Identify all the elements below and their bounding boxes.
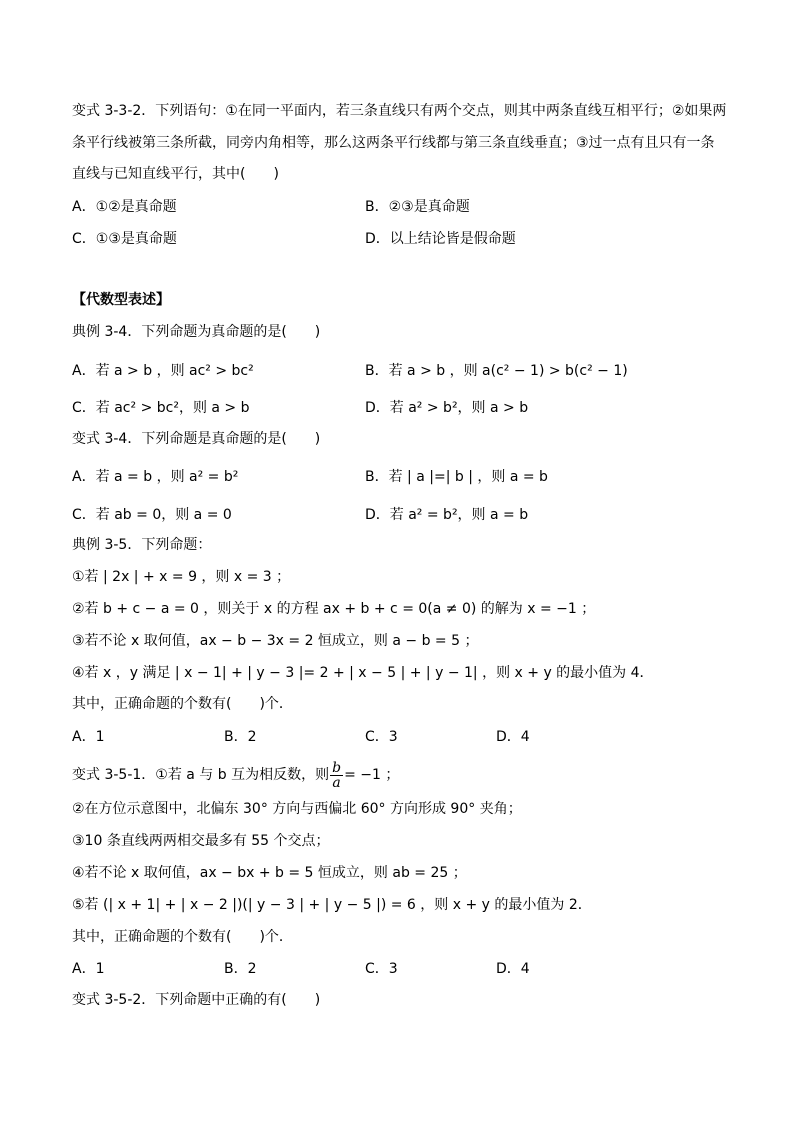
option-b: B．②③是真命题 bbox=[365, 199, 470, 215]
option-c: C．①③是真命题 bbox=[72, 231, 177, 247]
question-v332-line1: 变式 3-3-2．下列语句：①在同一平面内，若三条直线只有两个交点，则其中两条直线互相平行；②如果两 bbox=[72, 103, 727, 119]
statement-4: ④若 x ，y 满足 | x − 1| + | y − 3 |= 2 + | x − 5 | + | y − 1| ，则 x + y 的最小值为 4． bbox=[72, 665, 654, 681]
question-v352-stem: 变式 3-5-2．下列命题中正确的有( ) bbox=[72, 992, 321, 1008]
option-a: A．①②是真命题 bbox=[72, 199, 177, 215]
statement-1-tail: = −1 ； bbox=[344, 767, 400, 783]
question-q34-stem: 典例 3-4．下列命题为真命题的是( ) bbox=[72, 324, 321, 340]
statement-2: ②在方位示意图中，北偏东 30° 方向与西偏北 60° 方向形成 90° 夹角； bbox=[72, 801, 522, 817]
option-c: C．若 ac² > bc²，则 a > b bbox=[72, 400, 250, 416]
option-b: B．2 bbox=[224, 729, 257, 745]
option-c: C．3 bbox=[365, 961, 398, 977]
question-q35-stem: 典例 3-5．下列命题： bbox=[72, 537, 212, 553]
option-a: A．1 bbox=[72, 729, 105, 745]
option-a: A．若 a = b ，则 a² = b² bbox=[72, 469, 239, 485]
question-v351-count: 其中，正确命题的个数有( )个． bbox=[72, 929, 293, 945]
statement-3: ③10 条直线两两相交最多有 55 个交点； bbox=[72, 833, 330, 849]
question-q35-count: 其中，正确命题的个数有( )个． bbox=[72, 696, 293, 712]
statement-1: ①若 | 2x | + x = 9 ，则 x = 3 ； bbox=[72, 569, 291, 585]
statement-4: ④若不论 x 取何值，ax − bx + b = 5 恒成立，则 ab = 25 ； bbox=[72, 865, 467, 881]
option-d: D．以上结论皆是假命题 bbox=[365, 231, 516, 247]
option-a: A．1 bbox=[72, 961, 105, 977]
option-b: B．若 | a |=| b | ，则 a = b bbox=[365, 469, 548, 485]
option-b: B．2 bbox=[224, 961, 257, 977]
statement-3: ③若不论 x 取何值，ax − b − 3x = 2 恒成立，则 a − b = 5 ； bbox=[72, 633, 479, 649]
option-d: D．若 a² > b²，则 a > b bbox=[365, 400, 529, 416]
question-v332-line3: 直线与已知直线平行，其中( ) bbox=[72, 166, 279, 182]
fraction-denominator: a bbox=[332, 774, 341, 791]
fraction-numerator: b bbox=[332, 759, 342, 776]
option-c: C．若 ab = 0，则 a = 0 bbox=[72, 507, 232, 523]
option-a: A．若 a > b ，则 ac² > bc² bbox=[72, 363, 254, 379]
option-d: D．4 bbox=[496, 961, 530, 977]
statement-5: ⑤若 (| x + 1| + | x − 2 |)(| y − 3 | + | y − 5 |) = 6 ，则 x + y 的最小值为 2． bbox=[72, 897, 592, 913]
option-d: D．4 bbox=[496, 729, 530, 745]
option-b: B．若 a > b ，则 a(c² − 1) > b(c² − 1) bbox=[365, 363, 628, 379]
statement-2: ②若 b + c − a = 0 ，则关于 x 的方程 ax + b + c = 0(a ≠ 0) 的解为 x = −1 ； bbox=[72, 601, 596, 617]
option-d: D．若 a² = b²，则 a = b bbox=[365, 507, 529, 523]
option-c: C．3 bbox=[365, 729, 398, 745]
fraction-b-over-a bbox=[330, 761, 343, 790]
statement-1-text: 变式 3-5-1．①若 a 与 b 互为相反数，则 bbox=[72, 767, 330, 783]
section-heading: 【代数型表述】 bbox=[72, 292, 170, 308]
question-v34-stem: 变式 3-4．下列命题是真命题的是( ) bbox=[72, 431, 321, 447]
statement-1 bbox=[72, 758, 399, 792]
question-v332-line2: 条平行线被第三条所截，同旁内角相等，那么这两条平行线都与第三条直线垂直；③过一点有且只有一条 bbox=[72, 135, 715, 151]
